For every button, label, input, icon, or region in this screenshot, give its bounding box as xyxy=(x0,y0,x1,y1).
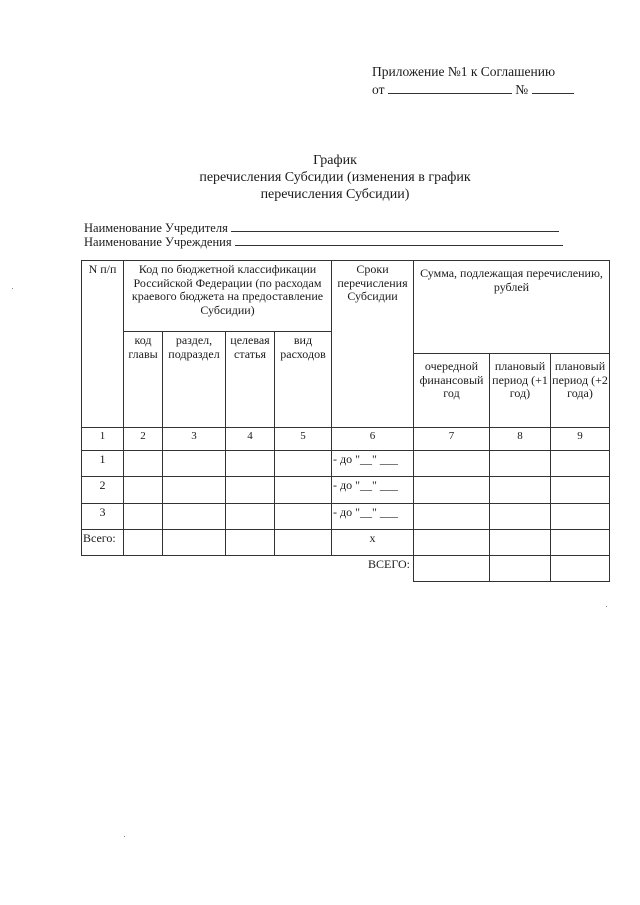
institution-blank xyxy=(235,234,563,246)
scan-speck xyxy=(124,836,125,837)
col-number: 2 xyxy=(124,428,163,451)
column-number-row xyxy=(82,428,610,451)
founder-label: Наименование Учредителя xyxy=(84,221,228,235)
cell-chapter-code xyxy=(124,451,163,477)
cell-current-year xyxy=(414,477,490,504)
payment-schedule-table xyxy=(81,260,610,582)
cell-expense-type xyxy=(275,451,332,477)
header-plan-year-2: плановый период (+2 года) xyxy=(551,354,610,428)
appendix-title: Приложение №1 к Соглашению xyxy=(372,64,556,79)
grand-total-spacer xyxy=(82,556,332,582)
col-number: 4 xyxy=(226,428,275,451)
cell-section xyxy=(163,530,226,556)
grand-total-label: ВСЕГО: xyxy=(368,557,410,571)
col-number: 6 xyxy=(332,428,414,451)
scan-speck xyxy=(12,288,13,289)
header-expense-type: вид расходов xyxy=(275,332,332,428)
institution-field xyxy=(84,234,563,249)
date-blank xyxy=(388,82,512,94)
subtotal-deadline-mark: x xyxy=(332,530,414,556)
title-line-2: перечисления Субсидии (изменения в график xyxy=(199,170,471,185)
col-number: 5 xyxy=(275,428,332,451)
cell-target-item xyxy=(226,530,275,556)
header-current-year: очередной финансовый год xyxy=(414,354,490,428)
grand-total-row xyxy=(82,556,610,582)
cell-plan-year-1 xyxy=(490,530,551,556)
header-target-item: целевая статья xyxy=(226,332,275,428)
agreement-date-line xyxy=(372,81,574,98)
table-row xyxy=(82,504,610,530)
col-number: 8 xyxy=(490,428,551,451)
header-row-1 xyxy=(82,261,610,332)
cell-plan-year-1 xyxy=(490,504,551,530)
number-sign: № xyxy=(515,82,529,97)
cell-plan-year-2 xyxy=(551,530,610,556)
cell-plan-year-1 xyxy=(490,477,551,504)
founder-field xyxy=(84,220,559,235)
cell-current-year xyxy=(414,530,490,556)
number-blank xyxy=(532,82,574,94)
cell-target-item xyxy=(226,504,275,530)
header-num: N п/п xyxy=(82,261,124,428)
cell-deadline: - до "__" ___ xyxy=(332,451,414,477)
grand-total-plan-year-1 xyxy=(490,556,551,582)
row-num: 2 xyxy=(82,477,124,504)
header-amount: Сумма, подлежащая перечислению, рублей xyxy=(414,261,610,354)
cell-target-item xyxy=(226,477,275,504)
cell-section xyxy=(163,451,226,477)
scan-speck xyxy=(606,606,607,607)
cell-expense-type xyxy=(275,477,332,504)
col-number: 3 xyxy=(163,428,226,451)
date-prefix: от xyxy=(372,82,385,97)
table-row xyxy=(82,451,610,477)
institution-label: Наименование Учреждения xyxy=(84,235,232,249)
cell-plan-year-2 xyxy=(551,504,610,530)
header-section: раздел, подраздел xyxy=(163,332,226,428)
cell-current-year xyxy=(414,504,490,530)
cell-deadline: - до "__" ___ xyxy=(332,504,414,530)
cell-plan-year-2 xyxy=(551,451,610,477)
col-number: 7 xyxy=(414,428,490,451)
col-number: 9 xyxy=(551,428,610,451)
cell-plan-year-2 xyxy=(551,477,610,504)
cell-target-item xyxy=(226,451,275,477)
title-line-3: перечисления Субсидии) xyxy=(260,187,410,202)
cell-chapter-code xyxy=(124,504,163,530)
cell-current-year xyxy=(414,451,490,477)
cell-chapter-code xyxy=(124,477,163,504)
cell-deadline: - до "__" ___ xyxy=(332,477,414,504)
subtotal-row xyxy=(82,530,610,556)
header-budget-code: Код по бюджетной классификации Российской Федерации (по расходам краевого бюджета на предоставление Субсидии) xyxy=(124,261,332,332)
cell-chapter-code xyxy=(124,530,163,556)
row-num: 1 xyxy=(82,451,124,477)
cell-expense-type xyxy=(275,504,332,530)
cell-plan-year-1 xyxy=(490,451,551,477)
cell-section xyxy=(163,477,226,504)
cell-section xyxy=(163,504,226,530)
table-row xyxy=(82,477,610,504)
subtotal-label: Всего: xyxy=(82,530,124,556)
document-title xyxy=(15,152,640,203)
founder-blank xyxy=(231,220,559,232)
header-chapter-code: код главы xyxy=(124,332,163,428)
title-line-1: График xyxy=(313,153,357,168)
header-deadline: Сроки перечисления Субсидии xyxy=(332,261,414,428)
grand-total-plan-year-2 xyxy=(551,556,610,582)
cell-expense-type xyxy=(275,530,332,556)
row-num: 3 xyxy=(82,504,124,530)
header-plan-year-1: плановый период (+1 год) xyxy=(490,354,551,428)
col-number: 1 xyxy=(82,428,124,451)
grand-total-current-year xyxy=(414,556,490,582)
